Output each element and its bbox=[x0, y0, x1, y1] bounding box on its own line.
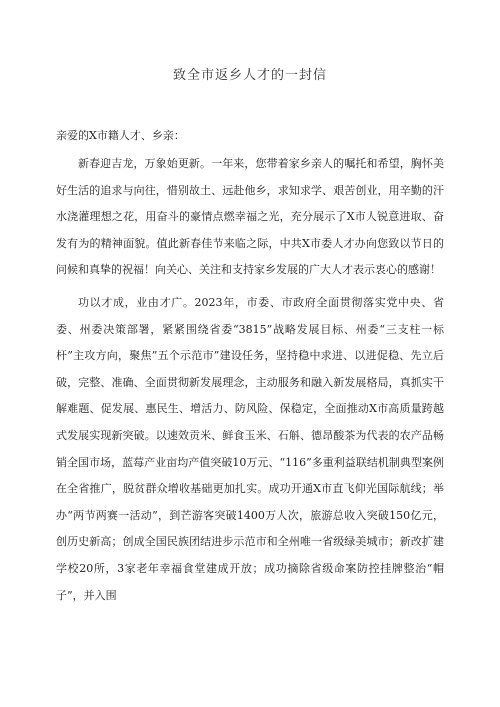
salutation: 亲爱的X市籍人才、乡亲： bbox=[56, 129, 185, 142]
paragraph-achievements: 功以才成，业由才广。2023年，市委、市政府全面贯彻落实党中央、省委、州委决策部署，紧紧围绕省委“3815”战略发展目标、州委“三支柱一标杆”主攻方向，聚焦”五个示范市”建设任务，坚持稳中求进、以进促稳、先立后破，完整、准确、全面贯彻新发展理念，主动服务和融入新发展格局，真抓实干解难题、促发展、惠民生、增活力、防风险、保稳定，全面推动X市高质量跨越式发展实现新突破。以速效贡米、鲜食玉米、石斛、德昂酸茶为代表的农产品畅销全国市场，蓝莓产业亩均产值突破10万元、“116”多重利益联结机制典型案例在全省推广，脱贫群众增收基础更加扎实。成功开通X市直飞仰光国际航线；举办“两节两赛一活动”，到芒游客突破1400万人次，旅游总收入突破150亿元，创历史新高；创成全国民族团结进步示范市和全州唯一省级绿美城市；新改扩建学校20所，3家老年幸福食堂建成开放；成功摘除省级命案防控挂牌整治“帽子”，并入围 bbox=[56, 295, 444, 602]
paragraph-greeting: 新春迎吉龙，万象始更新。一年来，您带着家乡亲人的嘱托和希望，胸怀美好生活的追求与向往，惜别故土、远赴他乡，求知求学、艰苦创业，用辛勤的汗水浇灌理想之花，用奋斗的豪情点燃幸福之光，充分展示了X市人锐意进取、奋发有为的精神面貌。值此新春佳节来临之际，中共X市委人才办向您致以节日的问候和真挚的祝福！向关心、关注和支持家乡发展的广大人才表示衷心的感谢！ bbox=[56, 157, 444, 277]
document-title: 致全市返乡人才的一封信 bbox=[172, 68, 327, 83]
